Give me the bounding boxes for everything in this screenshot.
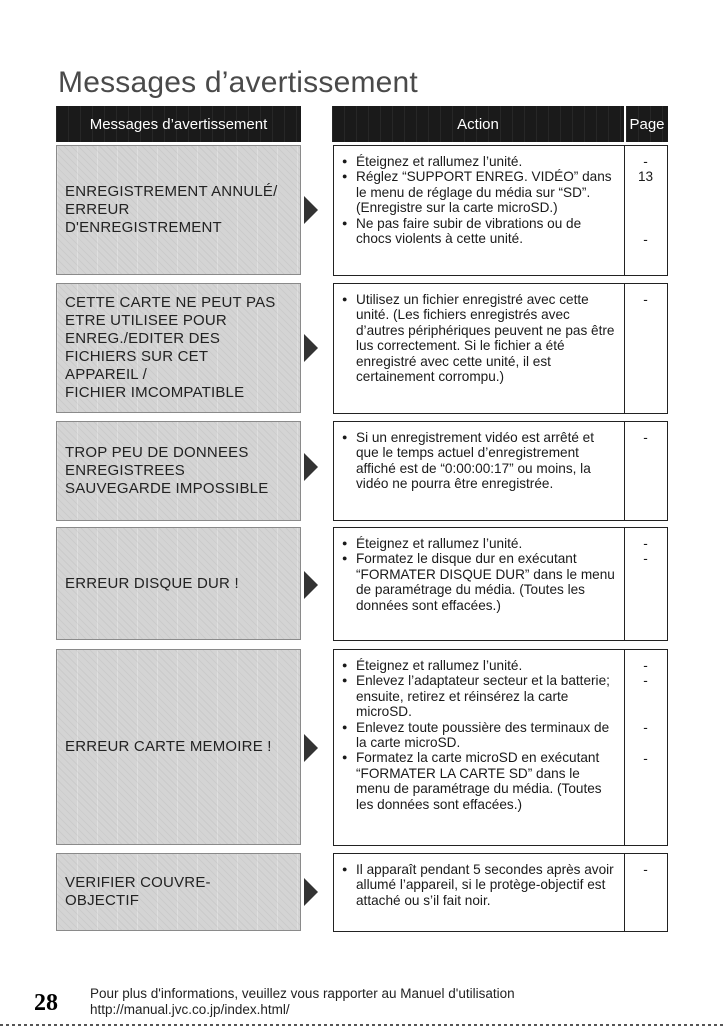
page-number: 28	[34, 990, 58, 1016]
dotted-divider	[0, 1024, 725, 1026]
action-list	[334, 854, 625, 931]
action-box	[333, 421, 668, 521]
action-list	[334, 650, 625, 845]
action-item: ● Enlevez l’adaptateur secteur et la batterie; ensuite, retirez et réinsérez la carte microSD.	[342, 673, 616, 719]
arrow-right-icon	[303, 877, 319, 907]
action-list	[334, 284, 625, 413]
page-reference-column	[624, 854, 667, 931]
page-title: Messages d’avertissement	[58, 66, 418, 99]
footer-line: Pour plus d'informations, veuillez vous rapporter au Manuel d'utilisation	[90, 986, 515, 1001]
warning-message-text: ERREUR DISQUE DUR !	[65, 574, 239, 592]
arrow-right-icon	[303, 733, 319, 763]
page-reference-column	[624, 528, 667, 640]
action-item: ● Réglez “SUPPORT ENREG. VIDÉO” dans le menu de réglage du média sur “SD”. (Enregistre sur la carte microSD.)	[342, 169, 616, 215]
page-reference: -	[643, 862, 648, 877]
warning-message-text: CETTE CARTE NE PEUT PAS ETRE UTILISEE POUR ENREG./EDITER DES FICHIERS SUR CET APPAREIL / FICHIER IMCOMPATIBLE	[65, 294, 276, 401]
warning-message-box	[56, 649, 301, 845]
page-reference-column	[624, 146, 667, 275]
action-box	[333, 853, 668, 932]
action-item: ● Si un enregistrement vidéo est arrêté et que le temps actuel d’enregistrement affiché est de “0:00:00:17” ou moins, la vidéo ne pourra être enregistrée.	[342, 430, 616, 492]
action-item: ● Ne pas faire subir de vibrations ou de chocs violents à cette unité.	[342, 216, 616, 247]
action-item: ● Éteignez et rallumez l’unité.	[342, 536, 616, 551]
warning-message-text: TROP PEU DE DONNEES ENREGISTREES SAUVEGARDE IMPOSSIBLE	[65, 444, 269, 497]
page-reference: -	[643, 430, 648, 445]
page-reference-column	[624, 284, 667, 413]
action-item: ● Formatez la carte microSD en exécutant “FORMATER LA CARTE SD” dans le menu de paramétrage du média. (Toutes les données sont effacées.)	[342, 750, 616, 812]
page-reference: -	[643, 658, 648, 673]
page-reference-column	[624, 650, 667, 845]
arrow-right-icon	[303, 452, 319, 482]
page-reference: -	[643, 719, 648, 735]
arrow-right-icon	[303, 195, 319, 225]
warning-message-box	[56, 283, 301, 413]
page-reference: -	[643, 551, 648, 567]
warning-message-box	[56, 421, 301, 521]
header-page: Page	[626, 106, 668, 142]
arrow-right-icon	[303, 570, 319, 600]
footer-note	[90, 986, 515, 1018]
action-box	[333, 527, 668, 641]
page-reference: -	[643, 536, 648, 551]
header-messages: Messages d’avertissement	[56, 106, 301, 142]
footer-url: http://manual.jvc.co.jp/index.html/	[90, 1002, 290, 1017]
warning-message-box	[56, 853, 301, 931]
page-reference: -	[643, 154, 648, 169]
action-item: ● Utilisez un fichier enregistré avec cette unité. (Les fichiers enregistrés avec d’autres périphériques peuvent ne pas être lus correctement. Si le fichier a été enregistré avec cette unité, il est certainement corrompu.)	[342, 292, 616, 384]
arrow-right-icon	[303, 333, 319, 363]
warning-message-text: ENREGISTREMENT ANNULÉ/ ERREUR D'ENREGISTREMENT	[65, 183, 278, 236]
page-reference: -	[643, 751, 648, 767]
action-list	[334, 146, 625, 275]
action-item: ● Il apparaît pendant 5 secondes après avoir allumé l’appareil, si le protège-objectif est attaché ou s’il fait noir.	[342, 862, 616, 908]
page-reference: -	[643, 292, 648, 307]
page-reference: 13	[637, 169, 654, 185]
page-reference: -	[643, 231, 648, 247]
warning-message-text: VERIFIER COUVRE- OBJECTIF	[65, 874, 211, 909]
warning-message-box	[56, 145, 301, 275]
header-action: Action	[332, 106, 624, 142]
action-list	[334, 422, 625, 520]
action-item: ● Formatez le disque dur en exécutant “FORMATER DISQUE DUR” dans le menu de paramétrage du média. (Toutes les données sont effacées.)	[342, 551, 616, 613]
page-reference-column	[624, 422, 667, 520]
warning-message-box	[56, 527, 301, 640]
action-box	[333, 649, 668, 846]
page-reference: -	[643, 673, 648, 689]
action-list	[334, 528, 625, 640]
action-item: ● Enlevez toute poussière des terminaux de la carte microSD.	[342, 720, 616, 751]
action-item: ● Éteignez et rallumez l’unité.	[342, 154, 616, 169]
action-item: ● Éteignez et rallumez l’unité.	[342, 658, 616, 673]
warning-message-text: ERREUR CARTE MEMOIRE !	[65, 738, 272, 755]
action-box	[333, 145, 668, 276]
action-box	[333, 283, 668, 414]
